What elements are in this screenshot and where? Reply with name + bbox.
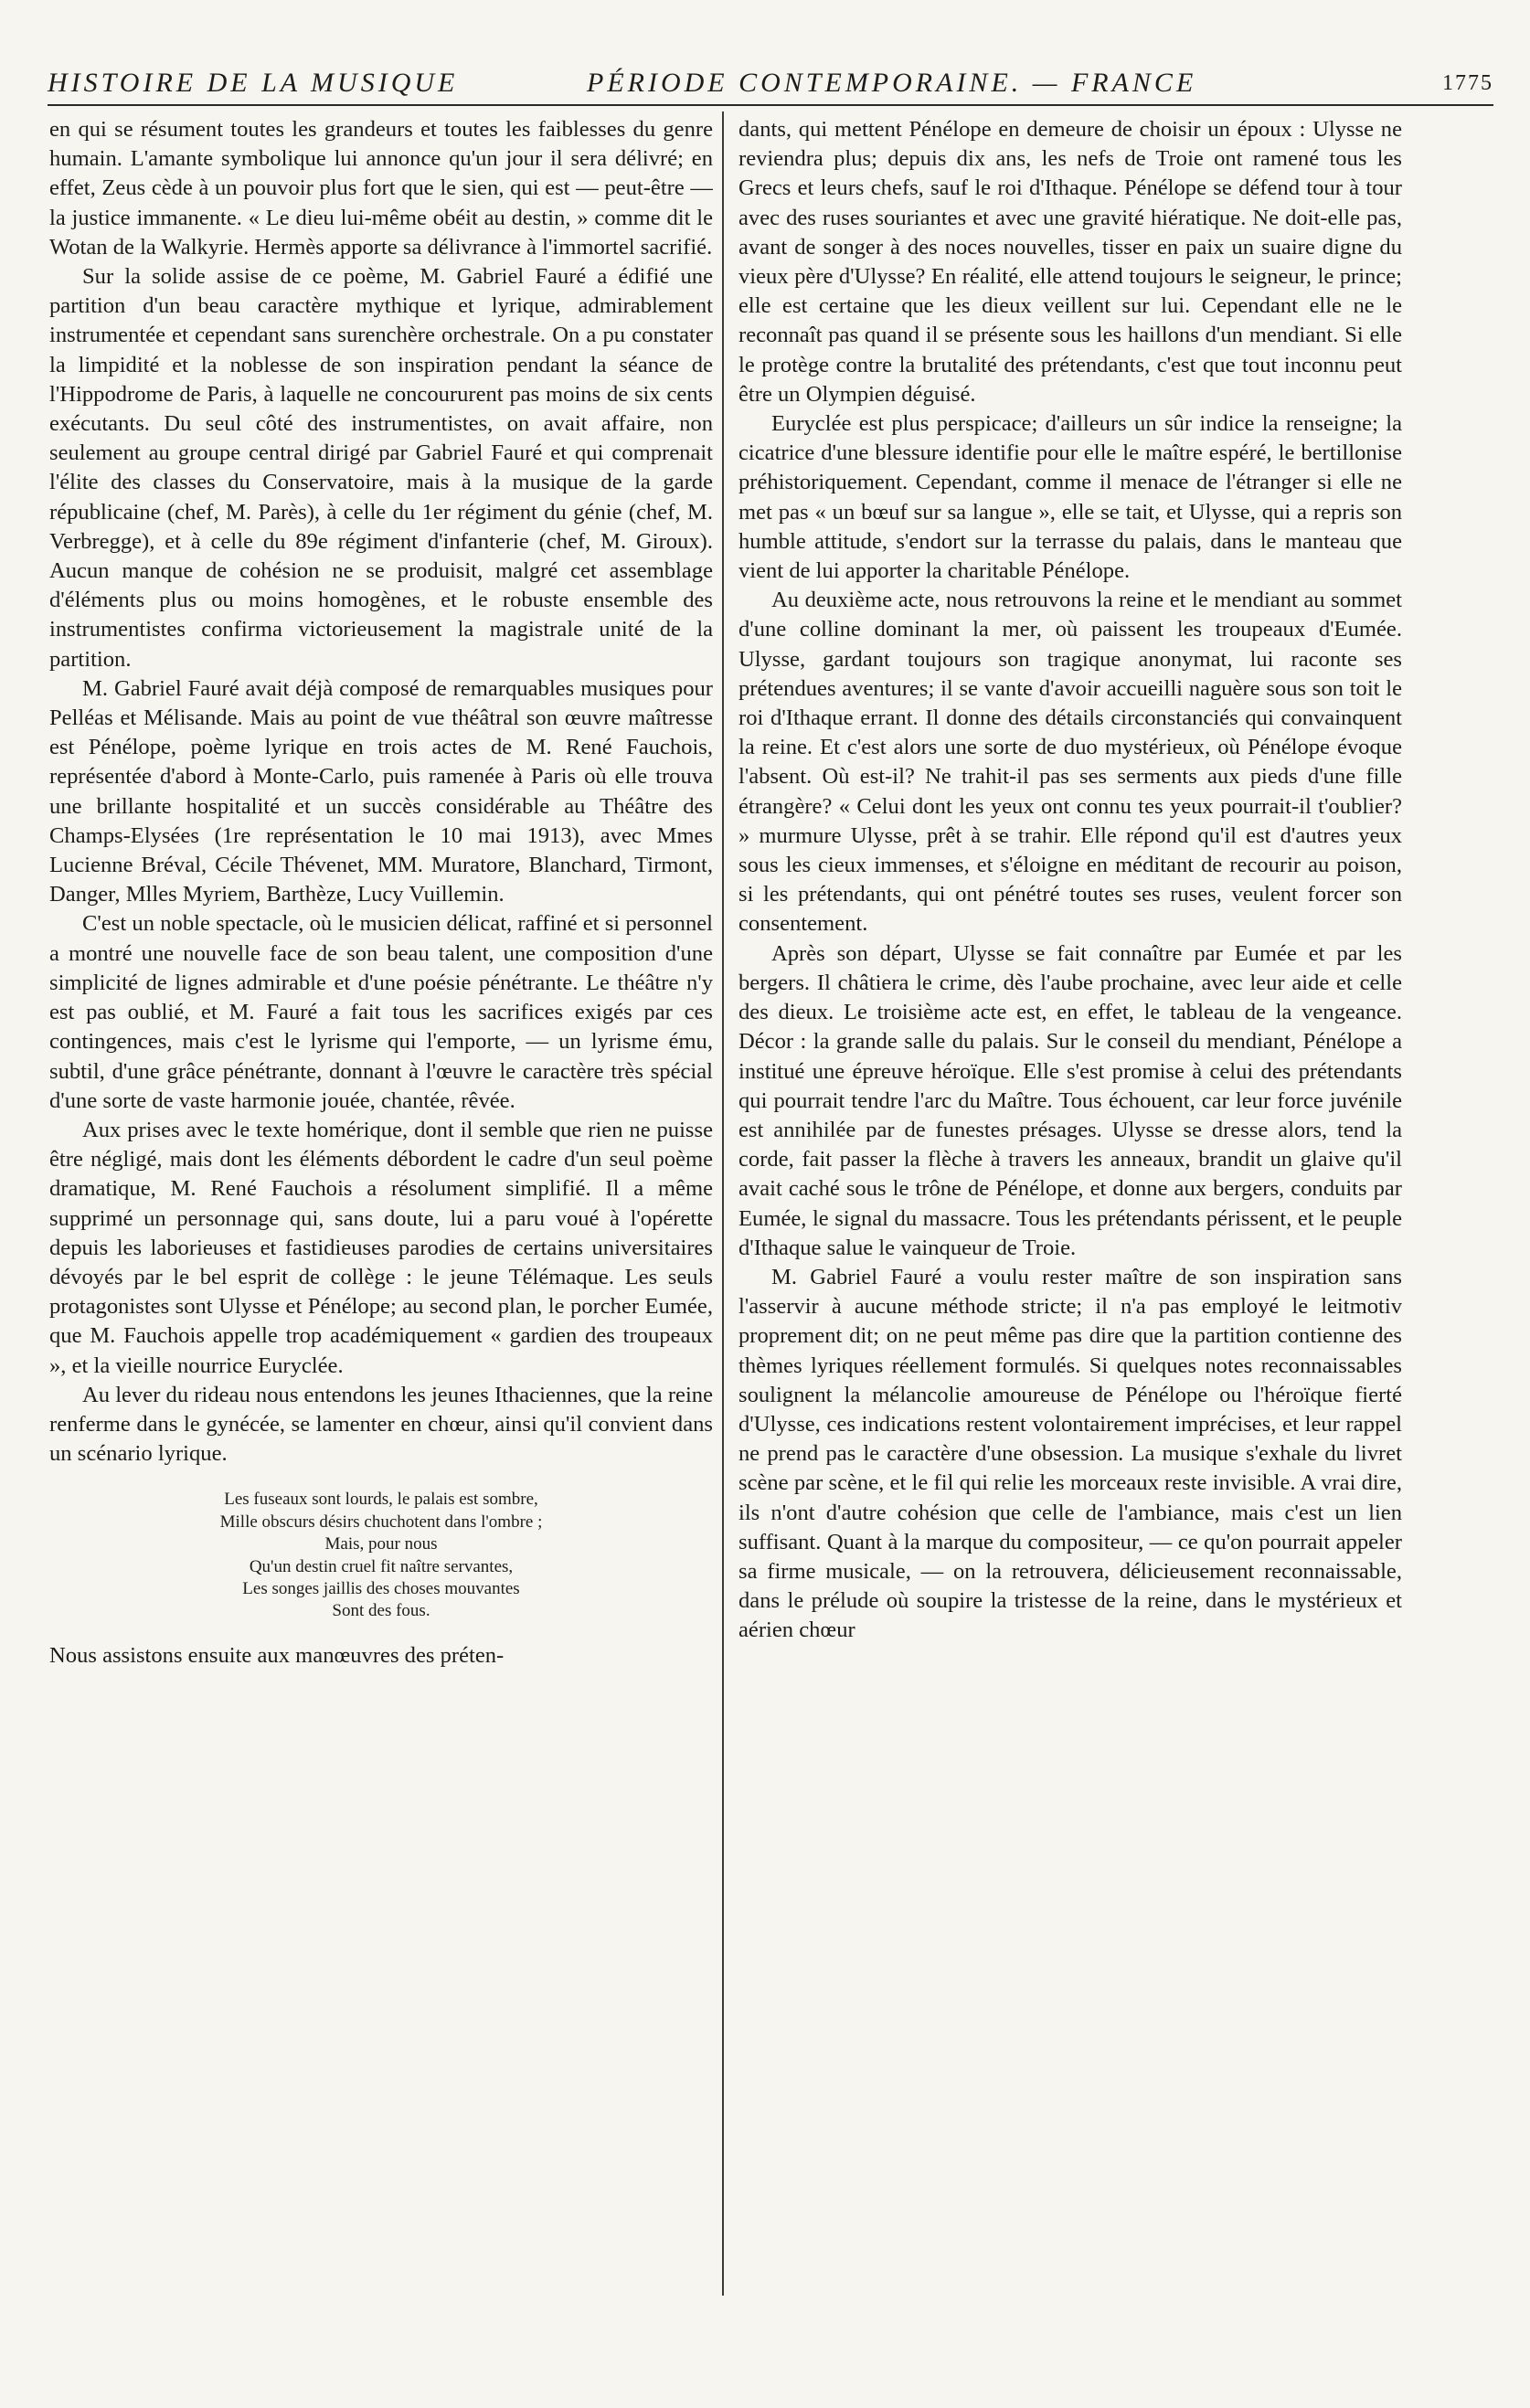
verse-line: Qu'un destin cruel fit naître servantes, <box>249 1556 514 1576</box>
paragraph: dants, qui mettent Pénélope en demeure de choisir un époux : Ulysse ne reviendra plus; depuis dix ans, les nefs de Troie ont ramené tous les Grecs et leurs chefs, sauf le roi d'Ithaque. Pénélope se défend tour à tour avec des ruses souriantes et avec une gravité hiératique. Ne doit-elle pas, avant de songer à des noces nouvelles, tisser en paix un suaire digne du vieux père d'Ulysse? En réalité, elle attend toujours le seigneur, le prince; elle est certaine que les dieux veillent sur lui. Cependant elle ne le reconnaît pas quand il se présente sous les haillons d'un mendiant. Si elle le protège contre la brutalité des prétendants, c'est que tout inconnu peut être un Olympien déguisé. <box>738 117 1402 407</box>
verse-line: Les songes jaillis des choses mouvantes <box>242 1578 520 1598</box>
paragraph: Sur la solide assise de ce poème, M. Gabriel Fauré a édifié une partition d'un beau caractère mythique et lyrique, admirablement instrumentée et cependant sans surenchère orchestrale. On a pu constater la limpidité et la noblesse de son inspiration pendant la séance de l'Hippodrome de Paris, à laquelle ne concoururent pas moins de six cents exécutants. Du seul côté des instrumentistes, on avait affaire, non seulement au groupe central dirigé par Gabriel Fauré et qui comprenait l'élite des classes du Conservatoire, mais à la musique de la garde républicaine (chef, M. Parès), à celle du 1er régiment du génie (chef, M. Verbregge), et à celle du 89e régiment d'infanterie (chef, M. Giroux). Aucun manque de cohésion ne se produisit, malgré cet assemblage d'éléments plus ou moins homogènes, et le robuste ensemble des instrumentistes confirma victorieusement la magistrale unité de la partition. <box>49 264 713 672</box>
verse-line: Mais, pour nous <box>324 1534 438 1554</box>
verse-line: Les fuseaux sont lourds, le palais est sombre, <box>224 1490 538 1510</box>
paragraph: C'est un noble spectacle, où le musicien délicat, raffiné et si personnel a montré une nouvelle face de son beau talent, une composition d'une simplicité de lignes admirable et d'une poésie pénétrante. Le théâtre n'y est pas oublié, et M. Fauré a fait tous les sacrifices exigés par ces contingences, mais c'est le lyrisme qui l'emporte, — un lyrisme ému, subtil, d'une grâce pénétrante, donnant à l'œuvre le caractère très spécial d'une sorte de vaste harmonie jouée, chantée, rêvée. <box>49 911 713 1113</box>
page-number: 1775 <box>1442 71 1493 95</box>
paragraph: M. Gabriel Fauré avait déjà composé de remarquables musiques pour Pelléas et Mélisande. Mais au point de vue théâtral son œuvre maîtresse est Pénélope, poème lyrique en trois actes de M. René Fauchois, représentée d'abord à Monte-Carlo, puis ramenée à Paris où elle trouva une brillante hospitalité et un succès considérable au Théâtre des Champs-Elysées (1re représentation le 10 mai 1913), avec Mmes Lucienne Bréval, Cécile Thévenet, MM. Muratore, Blanchard, Tirmont, Danger, Mlles Myriem, Barthèze, Lucy Vuillemin. <box>49 675 713 907</box>
header-section-title: PÉRIODE CONTEMPORAINE. — FRANCE <box>587 68 1197 98</box>
paragraph: Après son départ, Ulysse se fait connaître par Eumée et par les bergers. Il châtiera le crime, dès l'aube prochaine, avec leur aide et celle des dieux. Le troisième acte est, en effet, le tableau de la vengeance. Décor : la grande salle du palais. Sur le conseil du mendiant, Pénélope a institué une épreuve héroïque. Elle s'est promise à celui des prétendants qui pourrait tendre l'arc du Maître. Tous échouent, car leur force juvénile est annihilée par de funestes présages. Ulysse se dresse alors, tend la corde, fait passer la flèche à travers les anneaux, brandit un glaive qu'il avait caché sous le trône de Pénélope, et donne aux bergers, conduits par Eumée, le signal du massacre. Tous les prétendants périssent, et le peuple d'Ithaque salue le vainqueur de Troie. <box>738 940 1402 1260</box>
verse-quotation <box>49 1489 713 1622</box>
header-book-title: HISTOIRE DE LA MUSIQUE <box>48 68 459 98</box>
verse-line: Sont des fous. <box>332 1601 430 1621</box>
paragraph: Euryclée est plus perspicace; d'ailleurs un sûr indice la renseigne; la cicatrice d'une blessure identifie pour elle le maître espéré, le bertillonise préhistoriquement. Cependant, comme il menace de l'étranger si elle ne met pas « un bœuf sur sa langue », elle se tait, et Ulysse, qui a repris son humble attitude, s'endort sur la terrasse du palais, dans le manteau que vient de lui apporter la charitable Pénélope. <box>738 411 1402 584</box>
right-column <box>738 115 1402 2354</box>
verse-line: Mille obscurs désirs chuchotent dans l'ombre ; <box>219 1512 543 1532</box>
paragraph: en qui se résument toutes les grandeurs et toutes les faiblesses du genre humain. L'amante symbolique lui annonce qu'un jour il sera délivré; en effet, Zeus cède à un pouvoir plus fort que le sien, qui est — peut-être — la justice immanente. « Le dieu lui-même obéit au destin, » comme dit le Wotan de la Walkyrie. Hermès apporte sa délivrance à l'immortel sacrifié. <box>49 117 713 260</box>
paragraph: Au lever du rideau nous entendons les jeunes Ithaciennes, que la reine renferme dans le gynécée, se lamenter en chœur, ainsi qu'il convient dans un scénario lyrique. <box>49 1382 713 1467</box>
paragraph: Aux prises avec le texte homérique, dont il semble que rien ne puisse être négligé, mais dont les éléments débordent le cadre d'un seul poème dramatique, M. René Fauchois a résolument simplifié. Il a même supprimé un personnage qui, sans doute, lui a paru voué à l'opérette depuis les laborieuses et fastidieuses parodies de certains universitaires dévoyés par le bel esprit de collège : le jeune Télémaque. Les seuls protagonistes sont Ulysse et Pénélope; au second plan, le porcher Eumée, que M. Fauchois appelle trop académiquement « gardien des troupeaux », et la vieille nourrice Euryclée. <box>49 1117 713 1378</box>
paragraph: Au deuxième acte, nous retrouvons la reine et le mendiant au sommet d'une colline dominant la mer, où paissent les troupeaux d'Eumée. Ulysse, gardant toujours son tragique anonymat, lui raconte ses prétendues aventures; il se vante d'avoir accueilli naguère sous son toit le roi d'Ithaque errant. Il donne des détails circonstanciés qui convainquent la reine. Et c'est alors une sorte de duo mystérieux, où Pénélope évoque l'absent. Où est-il? Ne trahit-il pas ses serments aux pieds d'une fille étrangère? « Celui dont les yeux ont connu tes yeux pourrait-il t'oublier? » murmure Ulysse, prêt à se trahir. Elle répond qu'il est d'autres yeux sous les cieux immenses, et s'éloigne en méditant de recourir au poison, si les prétendants, qui ont pénétré toutes ses ruses, veulent forcer son consentement. <box>738 588 1402 937</box>
running-header <box>48 64 1493 106</box>
column-divider <box>722 111 724 2296</box>
paragraph: M. Gabriel Fauré a voulu rester maître de son inspiration sans l'asservir à aucune méthode stricte; il n'a pas employé le leitmotiv proprement dit; on ne peut même pas dire que la partition contienne des thèmes lyriques réellement formulés. Si quelques notes reconnaissables soulignent la mélancolie amoureuse de Pénélope ou l'héroïque fierté d'Ulysse, ces indications restent volontairement imprécises, et leur rappel ne prend pas le caractère d'une obsession. La musique s'exhale du livret scène par scène, et le fil qui relie les morceaux reste invisible. A vrai dire, ils n'ont d'autre cohésion que celle de l'ambiance, mais c'est un lien suffisant. Quant à la marque du compositeur, — ce qu'on pourrait appeler sa firme musicale, — on la retrouvera, délicieusement reconnaissable, dans le prélude où soupire la tristesse de la reine, dans le mystérieux et aérien chœur <box>738 1264 1402 1643</box>
left-column <box>49 115 713 2244</box>
paragraph: Nous assistons ensuite aux manœuvres des préten- <box>49 1642 505 1668</box>
